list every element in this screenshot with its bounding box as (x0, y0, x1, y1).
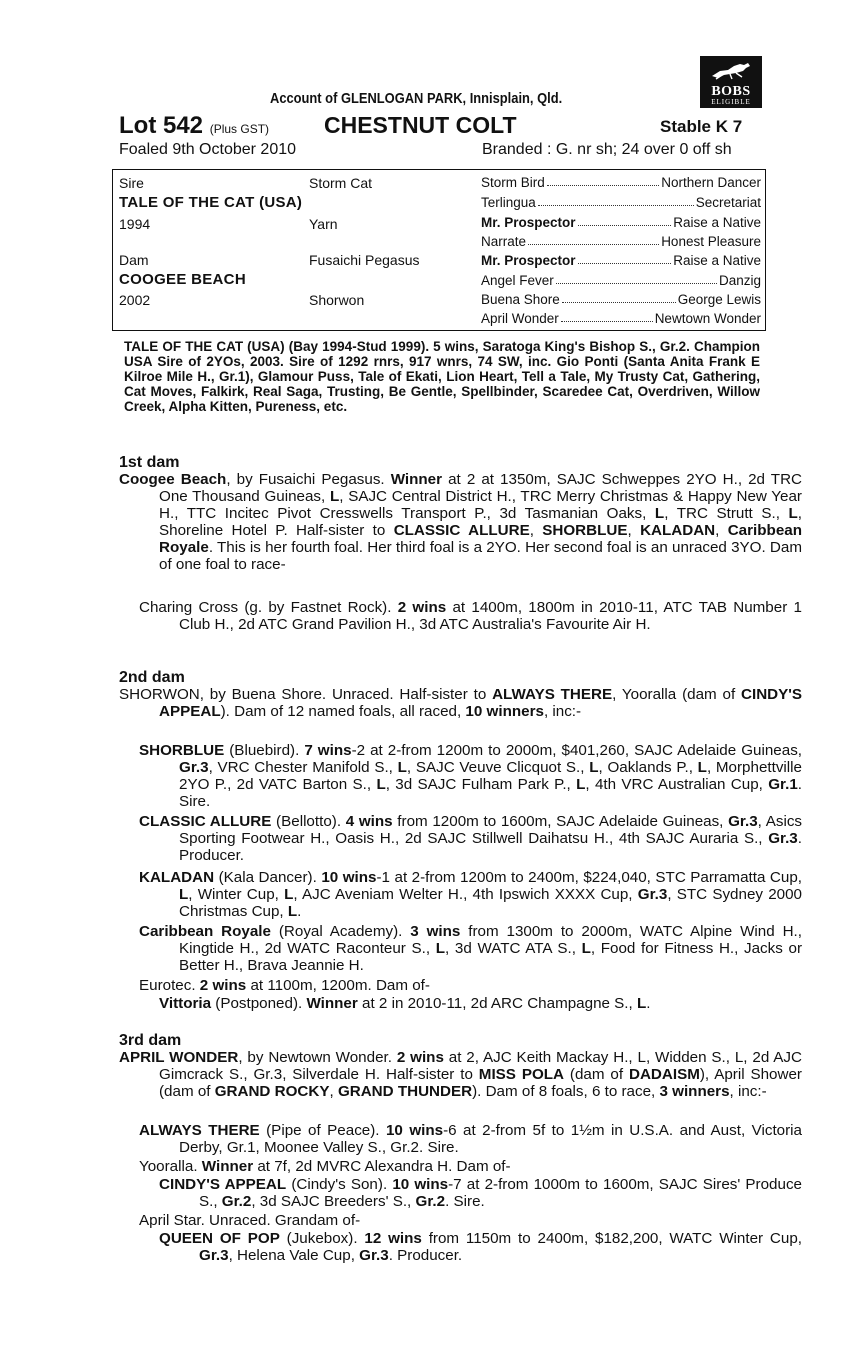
g4-name: Raise a Native (673, 253, 761, 268)
pedigree-g3 (481, 311, 761, 326)
lot-label: Lot 542 (119, 112, 204, 139)
grandprogeny-cindys-appeal: CINDY'S APPEAL (Cindy's Son). 10 wins-7 at 2-from 1000m to 1600m, SAJC Sires' Produce S., Gr.2, 3d SAJC Breeders' S., Gr.2. Sire. (159, 1176, 802, 1210)
sire-summary: TALE OF THE CAT (USA) (Bay 1994-Stud 1999). 5 wins, Saratoga King's Bishop S., Gr.2. Champion USA Sire of 2YOs, 2003. Sire of 1292 rnrs, 917 wnrs, 74 SW, inc. Gio Ponti (Santa Anita Frank E Kilroe Mile H., Gr.1), Glamour Puss, Tale of Ekati, Lion Heart, Tell a Tale, My Trusty Cat, Gathering, Cat Moves, Falkirk, Real Saga, Trusting, Be Gentle, Spellbinder, Scaredee Cat, Overdriven, Willow Creek, Alpha Kitten, Pureness, etc. (124, 339, 760, 414)
pedigree-g3 (481, 195, 761, 210)
progeny-april-star: April Star. Unraced. Grandam of- (139, 1212, 361, 1229)
g3-name: Narrate (481, 234, 527, 249)
progeny-eurotec: Eurotec. 2 wins at 1100m, 1200m. Dam of- (139, 977, 430, 994)
g3-name: Mr. Prospector (481, 215, 576, 230)
sire-name: TALE OF THE CAT (USA) (119, 194, 303, 211)
g3-name: Angel Fever (481, 273, 554, 288)
horse-icon (710, 62, 752, 80)
logo-subtext: ELIGIBLE (711, 98, 751, 106)
dam-sire: Fusaichi Pegasus (309, 252, 420, 268)
g3-name: Storm Bird (481, 175, 545, 190)
g3-name: Terlingua (481, 195, 536, 210)
sire-dam: Yarn (309, 216, 338, 232)
account-line: Account of GLENLOGAN PARK, Innisplain, Qld. (270, 90, 563, 107)
pedigree-g3 (481, 292, 761, 307)
horse-description: CHESTNUT COLT (324, 112, 517, 138)
logo-text: BOBS (711, 84, 751, 99)
dam-name: Coogee Beach (119, 471, 227, 488)
branded-text: Branded : G. nr sh; 24 over 0 off sh (482, 141, 732, 158)
third-dam-paragraph: APRIL WONDER, by Newtown Wonder. 2 wins at 2, AJC Keith Mackay H., L, Widden S., L, 2d AJC Gimcrack S., Gr.3, Silverdale H. Half-sister to MISS POLA (dam of DADAISM), April Shower (dam of GRAND ROCKY, GRAND THUNDER). Dam of 8 foals, 6 to race, 3 winners, inc:- (119, 1049, 802, 1100)
progeny-shorblue: SHORBLUE (Bluebird). 7 wins-2 at 2-from 1200m to 2000m, $401,260, SAJC Adelaide Guineas, Gr.3, VRC Chester Manifold S., L, SAJC Veuve Clicquot S., L, Oaklands P., L, Morphettville 2YO P., 2d VATC Barton S., L, 3d SAJC Fulham Park P., L, 4th VRC Australian Cup, Gr.1. Sire. (139, 742, 803, 810)
pedigree-g3 (481, 234, 761, 249)
dam-year: 2002 (119, 292, 151, 308)
g3-name: Mr. Prospector (481, 253, 576, 268)
g3-name: Buena Shore (481, 292, 560, 307)
g4-name: Danzig (718, 273, 761, 288)
progeny-kaladan: KALADAN (Kala Dancer). 10 wins-1 at 2-from 1200m to 2400m, $224,040, STC Parramatta Cup, L, Winter Cup, L, AJC Aveniam Welter H., 4th Ipswich XXXX Cup, Gr.3, STC Sydney 2000 Christmas Cup, L. (139, 869, 802, 920)
first-dam-paragraph: Coogee Beach, by Fusaichi Pegasus. Winner at 2 at 1350m, SAJC Schweppes 2YO H., 2d TRC One Thousand Guineas, L, SAJC Central District H., TRC Merry Christmas & Happy New Year H., TTC Incitec Pivot Cresswells Transport P., 3d Tasmanian Oaks, L, TRC Strutt S., L, Shoreline Hotel P. Half-sister to CLASSIC ALLURE, SHORBLUE, KALADAN, Caribbean Royale. This is her fourth foal. Her third foal is a 2YO. Her second foal is an unraced 3YO. Dam of one foal to race- (119, 471, 803, 573)
progeny-classic-allure: CLASSIC ALLURE (Bellotto). 4 wins from 1200m to 1600m, SAJC Adelaide Guineas, Gr.3, Asics Sporting Footwear H., Oasis H., 2d SAJC Stillwell Daihatsu H., 4th SAJC Auraria S., Gr.3. Producer. (139, 813, 803, 864)
dam-name: COOGEE BEACH (119, 271, 246, 288)
second-dam-heading: 2nd dam (119, 669, 185, 686)
g4-name: Newtown Wonder (654, 311, 761, 326)
first-dam-foal: Charing Cross (g. by Fastnet Rock). 2 wins at 1400m, 1800m in 2010-11, ATC TAB Number 1 Club H., 2d ATC Grand Pavilion H., 3d ATC Australia's Favourite Air H. (139, 599, 802, 633)
g3-name: April Wonder (481, 311, 559, 326)
pedigree-table (112, 169, 766, 331)
dam-dam: Shorwon (309, 292, 365, 308)
g4-name: Honest Pleasure (661, 234, 761, 249)
pedigree-g3 (481, 273, 761, 288)
sire-label: Sire (119, 175, 144, 191)
sire-year: 1994 (119, 216, 151, 232)
g4-name: George Lewis (677, 292, 761, 307)
foaled-date: Foaled 9th October 2010 (119, 141, 297, 158)
third-dam-heading: 3rd dam (119, 1032, 182, 1049)
grandprogeny-vittoria: Vittoria (Postponed). Winner at 2 in 2010-11, 2d ARC Champagne S., L. (159, 995, 651, 1012)
progeny-yooralla: Yooralla. Winner at 7f, 2d MVRC Alexandra H. Dam of- (139, 1158, 511, 1175)
grandprogeny-queen-of-pop: QUEEN OF POP (Jukebox). 12 wins from 1150m to 2400m, $182,200, WATC Winter Cup, Gr.3, Helena Vale Cup, Gr.3. Producer. (159, 1230, 803, 1264)
dam-label: Dam (119, 252, 149, 268)
stable-number: Stable K 7 (660, 117, 743, 136)
pedigree-g3 (481, 215, 761, 230)
pedigree-g3 (481, 253, 761, 268)
g4-name: Raise a Native (673, 215, 761, 230)
g4-name: Northern Dancer (661, 175, 761, 190)
plus-gst: (Plus GST) (209, 122, 270, 136)
second-dam-paragraph: SHORWON, by Buena Shore. Unraced. Half-sister to ALWAYS THERE, Yooralla (dam of CINDY'S APPEAL). Dam of 12 named foals, all raced, 10 winners, inc:- (119, 686, 802, 720)
progeny-caribbean-royale: Caribbean Royale (Royal Academy). 3 wins from 1300m to 2000m, WATC Alpine Wind H., Kingtide H., 2d WATC Raconteur S., L, 3d WATC ATA S., L, Food for Fitness H., Jacks or Better H., Brava Jeannie H. (139, 923, 802, 974)
lot-number (119, 112, 269, 140)
pedigree-g3 (481, 175, 761, 190)
first-dam-heading: 1st dam (119, 454, 180, 471)
sire-sire: Storm Cat (309, 175, 373, 191)
bobs-eligible-logo (700, 56, 762, 108)
g4-name: Secretariat (695, 195, 761, 210)
progeny-always-there: ALWAYS THERE (Pipe of Peace). 10 wins-6 at 2-from 5f to 1½m in U.S.A. and Aust, Victoria Derby, Gr.1, Moonee Valley S., Gr.2. Sire. (139, 1122, 802, 1156)
